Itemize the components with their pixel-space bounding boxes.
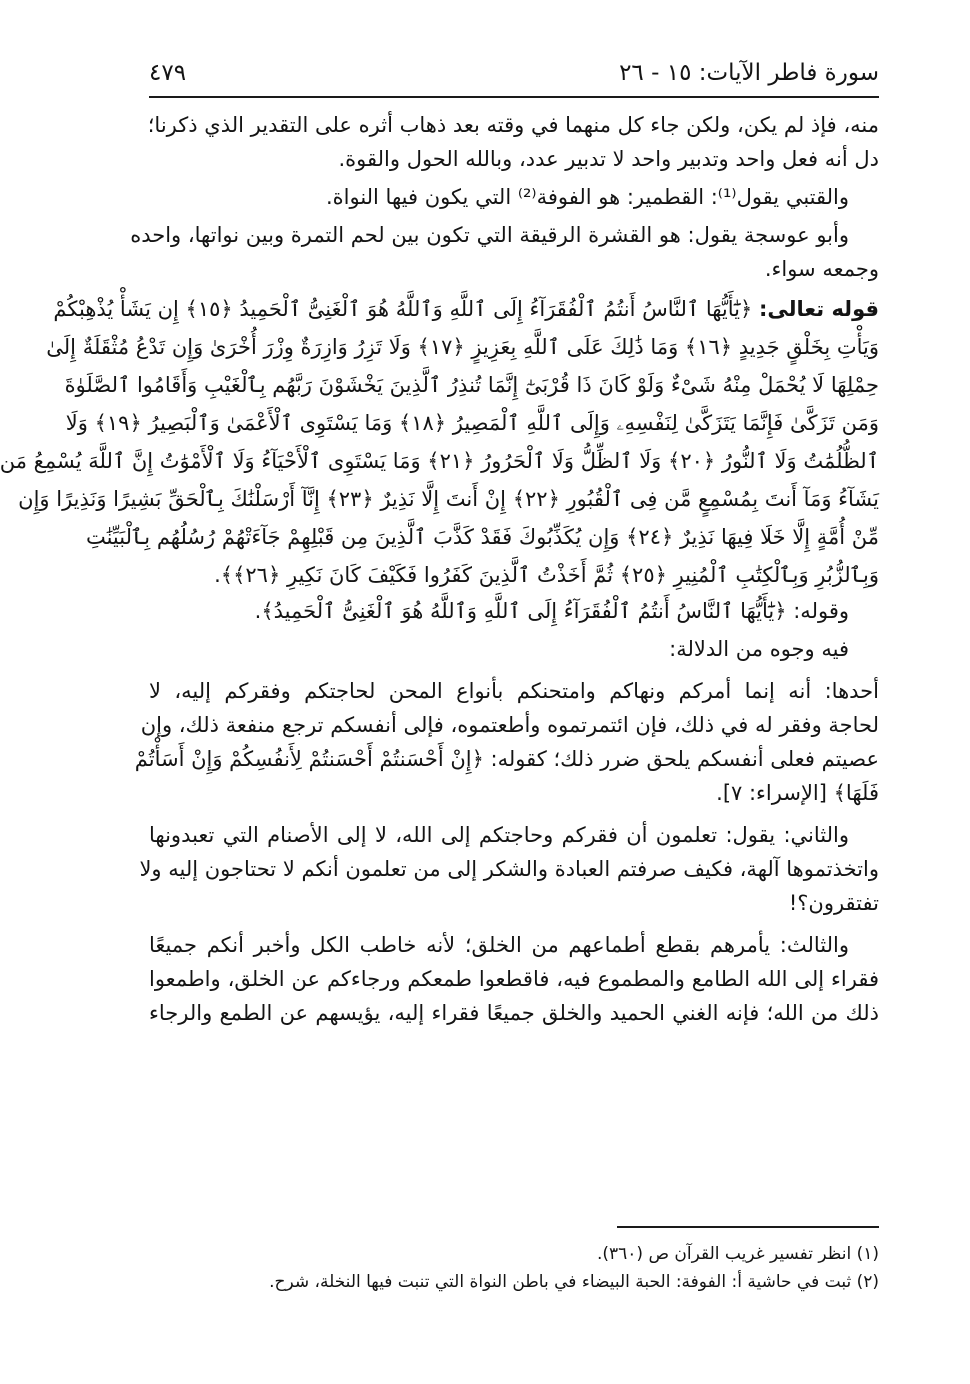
paragraph-6: فيه وجوه من الدلالة: — [669, 637, 849, 661]
paragraph-1 — [149, 108, 879, 176]
text-line: أحدها: أنه إنما أمركم ونهاكم وامتحنكم بأنواع المحن لحاجتكم وفقركم إليه، لا — [149, 679, 879, 703]
quran-label: قوله تعالى: — [758, 297, 879, 321]
footnote-1: (١) انظر تفسير غريب القرآن ص (٣٦٠). — [596, 1244, 879, 1264]
running-header — [149, 52, 879, 98]
quran-line: ٱلظُّلُمَٰتُ وَلَا ٱلنُّورُ ﴿٢٠﴾ وَلَا ٱلظِّلُّ وَلَا ٱلْحَرُورُ ﴿٢١﴾ وَمَا يَسْتَوِى ٱلْأَحْيَآءُ وَلَا ٱلْأَمْوَٰتُ إِنَّ ٱللَّهَ يُسْمِعُ مَن — [0, 449, 879, 473]
quran-passage — [0, 290, 879, 594]
quran-line: وَبِٱلزُّبُرِ وَبِٱلْكِتَٰبِ ٱلْمُنِيرِ ﴿٢٥﴾ ثُمَّ أَخَذْتُ ٱلَّذِينَ كَفَرُوا فَكَيْفَ كَانَ نَكِيرِ ﴿٢٦﴾﴾. — [214, 563, 879, 587]
quran-text: ﴿يَٰٓأَيُّهَا ٱلنَّاسُ أَنتُمُ ٱلْفُقَرَآءُ إِلَى ٱللَّهِ وَٱللَّهُ هُوَ ٱلْغَنِىُّ ٱلْحَمِيدُ ﴿١٥﴾ إِن يَشَأْ يُذْهِبْكُمْ — [53, 297, 753, 321]
text-line: لحاجة وفقر له في ذلك، فإن ائتمرتموه وأطعتموه، فإلى أنفسكم ترجع منفعة ذلك، وإن — [140, 713, 879, 737]
quran-line: وَمَن تَزَكَّىٰ فَإِنَّمَا يَتَزَكَّىٰ لِنَفْسِهِۦ وَإِلَى ٱللَّهِ ٱلْمَصِيرُ ﴿١٨﴾ وَمَا يَسْتَوِى ٱلْأَعْمَىٰ وَٱلْبَصِيرُ ﴿١٩﴾ وَلَا — [65, 411, 879, 435]
footnote-2: (٢) ثبت في حاشية أ: الفوفة: الحبة البيضاء في باطن النواة التي تنبت فيها النخلة، شرح. — [269, 1272, 879, 1292]
text-line: واتخذتموها آلهة، فكيف صرفتم العبادة والشكر إلى من تعلمون أنكم لا تحتاجون إليه ولا — [139, 857, 879, 881]
text-line: والثاني: يقول: تعلمون أن فقركم وحاجتكم إلى الله، لا إلى الأصنام التي تعبدونها — [149, 823, 849, 847]
text-line: وأبو عوسجة يقول: هو القشرة الرقيقة التي تكون بين لحم التمرة وبين نواتها، واحده — [130, 223, 849, 247]
paragraph-5: وقوله: ﴿يَٰٓأَيُّهَا ٱلنَّاسُ أَنتُمُ ٱلْفُقَرَآءُ إِلَى ٱللَّهِ وَٱللَّهُ هُوَ ٱلْغَنِىُّ ٱلْحَمِيدُ﴾. — [254, 599, 849, 623]
paragraph-3 — [130, 218, 879, 286]
quran-line: يَشَآءُ وَمَآ أَنتَ بِمُسْمِعٍ مَّن فِى ٱلْقُبُورِ ﴿٢٢﴾ إِنْ أَنتَ إِلَّا نَذِيرٌ ﴿٢٣﴾ إِنَّآ أَرْسَلْنَٰكَ بِٱلْحَقِّ بَشِيرًا وَنَذِيرًا وَإِن — [18, 487, 879, 511]
text-line: فقراء إلى الله الطامع والمطموع فيه، فاقطعوا طمعكم ورجاءكم عن الخلق، واطمعوا — [149, 967, 879, 991]
text-line: والثالث: يأمرهم بقطع أطماعهم من الخلق؛ لأنه خاطب الكل وأخبر أنكم جميعًا — [149, 933, 849, 957]
text-line: فَلَهَا﴾ [الإسراء: ٧]. — [716, 781, 879, 805]
quran-line — [53, 290, 879, 328]
paragraph-7 — [134, 674, 879, 810]
paragraph-8 — [139, 818, 879, 920]
text-line: تفتقرون؟! — [788, 891, 879, 915]
quran-line: وَيَأْتِ بِخَلْقٍ جَدِيدٍ ﴿١٦﴾ وَمَا ذَٰلِكَ عَلَى ٱللَّهِ بِعَزِيزٍ ﴿١٧﴾ وَلَا تَزِرُ وَازِرَةٌ وِزْرَ أُخْرَىٰ وَإِن تَدْعُ مُثْقَلَةٌ إِلَىٰ — [46, 335, 879, 359]
page-number: ٤٧٩ — [149, 60, 187, 86]
running-title: سورة فاطر الآيات: ١٥ - ٢٦ — [619, 60, 879, 86]
quran-line: مِّنْ أُمَّةٍ إِلَّا خَلَا فِيهَا نَذِيرٌ ﴿٢٤﴾ وَإِن يُكَذِّبُوكَ فَقَدْ كَذَّبَ ٱلَّذِينَ مِن قَبْلِهِمْ جَآءَتْهُمْ رُسُلُهُم بِٱلْبَيِّنَٰتِ — [85, 525, 879, 549]
text-line: منه، فإذ لم يكن، ولكن جاء كل منهما في وقته بعد ذهاب أثره على التقدير الذي ذكرنا؛ — [147, 113, 879, 137]
paragraph-9 — [149, 928, 879, 1030]
text-line: عصيتم فعلى أنفسكم يلحق ضرر ذلك؛ كقوله: ﴿إِنْ أَحْسَنتُمْ أَحْسَنتُمْ لِأَنفُسِكُمْ وَإِنْ أَسَأْتُمْ — [134, 747, 879, 771]
footnote-divider — [617, 1226, 879, 1228]
quran-line: حِمْلِهَا لَا يُحْمَلْ مِنْهُ شَىْءٌ وَلَوْ كَانَ ذَا قُرْبَىٰٓ إِنَّمَا تُنذِرُ ٱلَّذِينَ يَخْشَوْنَ رَبَّهُم بِٱلْغَيْبِ وَأَقَامُوا ٱلصَّلَوٰةَ — [64, 373, 879, 397]
paragraph-2: والقتبي يقول⁽¹⁾: القطمير: هو الفوفة⁽²⁾ التي يكون فيها النواة. — [325, 185, 849, 209]
text-line: ذلك من الله؛ فإنه الغني الحميد والخلق جميعًا فقراء إليه، يؤيسهم عن الطمع والرجاء — [149, 1001, 879, 1025]
text-line: وجمعه سواء. — [764, 257, 879, 281]
footnotes — [149, 1240, 879, 1296]
main-text — [0, 108, 879, 1030]
text-line: دل أنه فعل واحد وتدبير واحد لا تدبير عدد، وبالله الحول والقوة. — [338, 147, 879, 171]
